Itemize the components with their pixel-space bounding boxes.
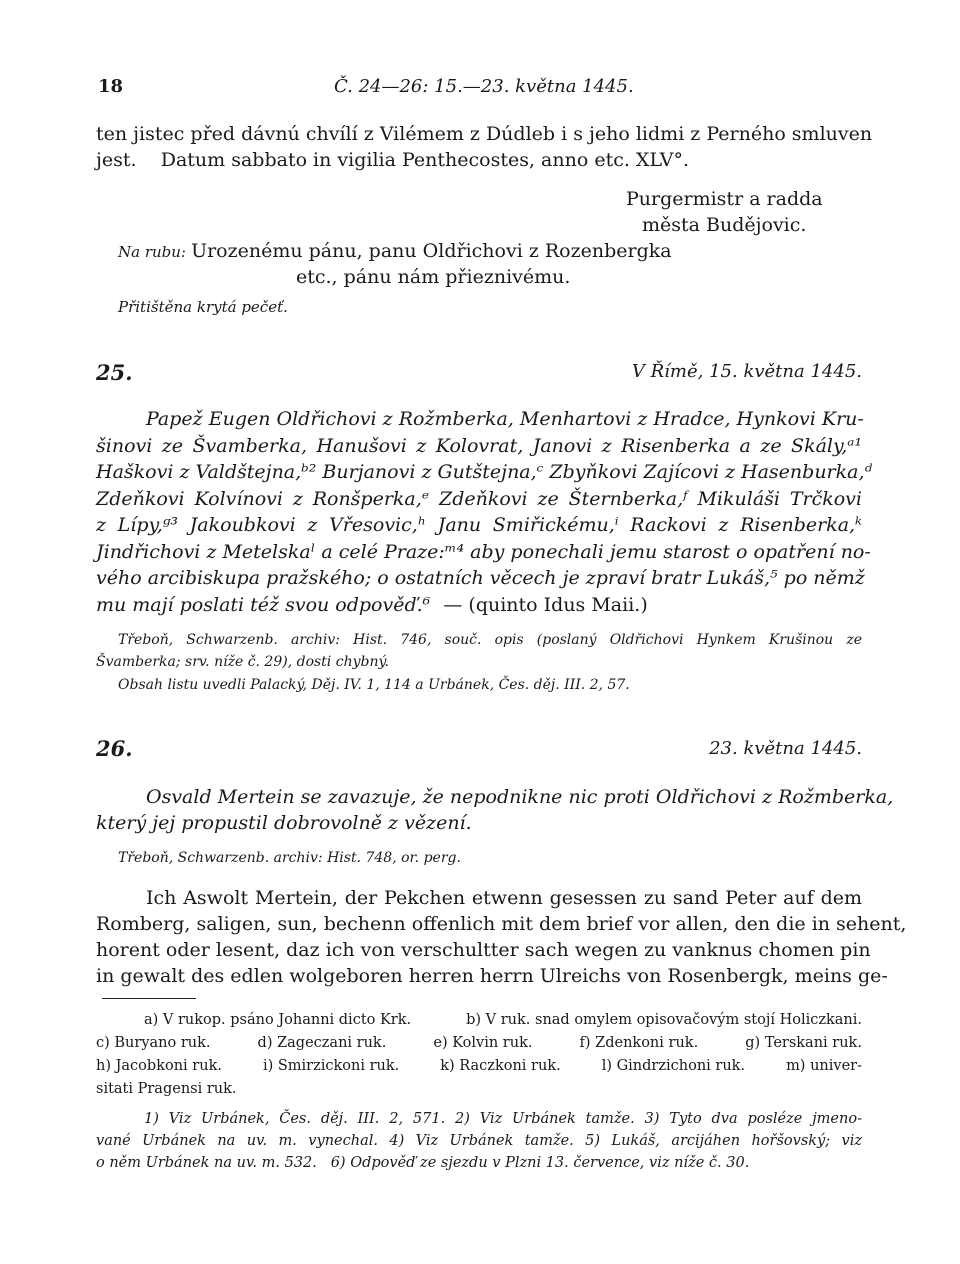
page-number: 18 [98, 76, 124, 97]
address [118, 238, 672, 264]
signature: Purgermistr a radda [626, 188, 823, 210]
body-line: in gewalt des edlen wolgeboren herren herrn Ulreichs von Rosenbergk, meins ge- [96, 965, 888, 987]
source-line: Švamberka; srv. níže č. 29), dosti chybný. [96, 654, 389, 670]
footnote-row [96, 1033, 862, 1054]
doc25-place-date: V Římě, 15. května 1445. [631, 361, 862, 382]
footnote: e) Kolvin ruk. [433, 1035, 533, 1051]
footnote: a) V rukop. psáno Johanni dicto Krk. [144, 1012, 412, 1028]
regest-line: z Lípy,ᵍ³ Jakoubkovi z Vřesovic,ʰ Janu Smiřickému,ⁱ Rackovi z Risenberka,ᵏ [96, 514, 862, 536]
note-line: vané Urbánek na uv. m. vynechal. 4) Viz Urbánek tamže. 5) Lukáš, arcijáhen hořšovský; viz [96, 1133, 862, 1149]
regest-tail: — (quinto Idus Maii.) [443, 594, 648, 616]
footnote: c) Buryano ruk. [96, 1035, 211, 1051]
footnote: sitati Pragensi ruk. [96, 1081, 237, 1097]
regest-line [96, 592, 648, 618]
running-title: Č. 24—26: 15.—23. května 1445. [334, 76, 634, 97]
regest-line: Zdeňkovi Kolvínovi z Ronšperka,ᵉ Zdeňkovi ze Šternberka,ᶠ Mikuláši Trčkovi [96, 488, 862, 510]
footnote: k) Raczkoni ruk. [440, 1058, 561, 1074]
doc24-line: jest. Datum sabbato in vigilia Penthecostes, anno etc. XLV°. [96, 149, 690, 171]
footnote: d) Zageczani ruk. [257, 1035, 387, 1051]
footnote-separator [102, 998, 196, 999]
body-line: Ich Aswolt Mertein, der Pekchen etwenn gesessen zu sand Peter auf dem [146, 887, 862, 909]
seal-note: Přitištěna krytá pečeť. [118, 298, 288, 316]
address-text: etc., pánu nám přieznivému. [296, 266, 571, 288]
footnote: m) univer- [786, 1058, 862, 1074]
document-page [96, 0, 907, 1264]
signature: města Budějovic. [642, 214, 807, 236]
regest-line: Jindřichovi z Metelskaˡ a celé Praze:ᵐ⁴ aby ponechali jemu starost o opatření no- [96, 541, 871, 563]
doc26-date: 23. května 1445. [709, 738, 862, 759]
regest-line: Haškovi z Valdštejna,ᵇ² Burjanovi z Gutštejna,ᶜ Zbyňkovi Zajícovi z Hasenburka,ᵈ [96, 461, 873, 483]
footnote-row [96, 1056, 862, 1077]
body-line: Romberg, saligen, sun, bechenn offenlich mit dem brief vor allen, den die in sehent, [96, 913, 907, 935]
footnote: i) Smirzickoni ruk. [262, 1058, 400, 1074]
doc26-number: 26. [96, 736, 133, 761]
note-line: o něm Urbánek na uv. m. 532. 6) Odpověď ze sjezdu v Plzni 13. července, viz níže č. 30. [96, 1155, 750, 1171]
regest-line: který jej propustil dobrovolně z vězení. [96, 812, 472, 834]
footnote: l) Gindrzichoni ruk. [601, 1058, 746, 1074]
footnote: b) V ruk. snad omylem opisovačovým stojí Holiczkani. [466, 1012, 862, 1028]
source-line: Třeboň, Schwarzenb. archiv: Hist. 746, souč. opis (poslaný Oldřichovi Hynkem Krušinou ze [118, 632, 862, 648]
regest-text: mu mají poslati též svou odpověď.⁶ [96, 594, 431, 616]
footnote: g) Terskani ruk. [745, 1035, 862, 1051]
doc25-number: 25. [96, 360, 133, 385]
footnote: h) Jacobkoni ruk. [96, 1058, 222, 1074]
regest-line: vého arcibiskupa pražského; o ostatních věcech je zpraví bratr Lukáš,⁵ po němž [96, 567, 865, 589]
regest-line: Osvald Mertein se zavazuje, že nepodnikne nic proti Oldřichovi z Rožmberka, [146, 786, 894, 808]
address-label: Na rubu: [118, 243, 186, 261]
footnote: f) Zdenkoni ruk. [579, 1035, 699, 1051]
source-line: Třeboň, Schwarzenb. archiv: Hist. 748, or. perg. [118, 850, 461, 866]
footnote-row [144, 1010, 862, 1031]
regest-line: šinovi ze Švamberka, Hanušovi z Kolovrat, Janovi z Risenberka a ze Skály,ᵃ¹ [96, 435, 862, 457]
regest-line: Papež Eugen Oldřichovi z Rožmberka, Menhartovi z Hradce, Hynkovi Kru- [146, 408, 864, 430]
source-line: Obsah listu uvedli Palacký, Děj. IV. 1, 114 a Urbánek, Čes. děj. III. 2, 57. [118, 677, 630, 693]
note-line: 1) Viz Urbánek, Čes. děj. III. 2, 571. 2) Viz Urbánek tamže. 3) Tyto dva posléze jmeno- [144, 1111, 862, 1127]
doc24-line: ten jistec před dávnú chvílí z Vilémem z Dúdleb i s jeho lidmi z Perného smluven [96, 123, 873, 145]
body-line: horent oder lesent, daz ich von verschultter sach wegen zu vanknus chomen pin [96, 939, 871, 961]
address-text: Urozenému pánu, panu Oldřichovi z Rozenbergka [191, 240, 672, 262]
